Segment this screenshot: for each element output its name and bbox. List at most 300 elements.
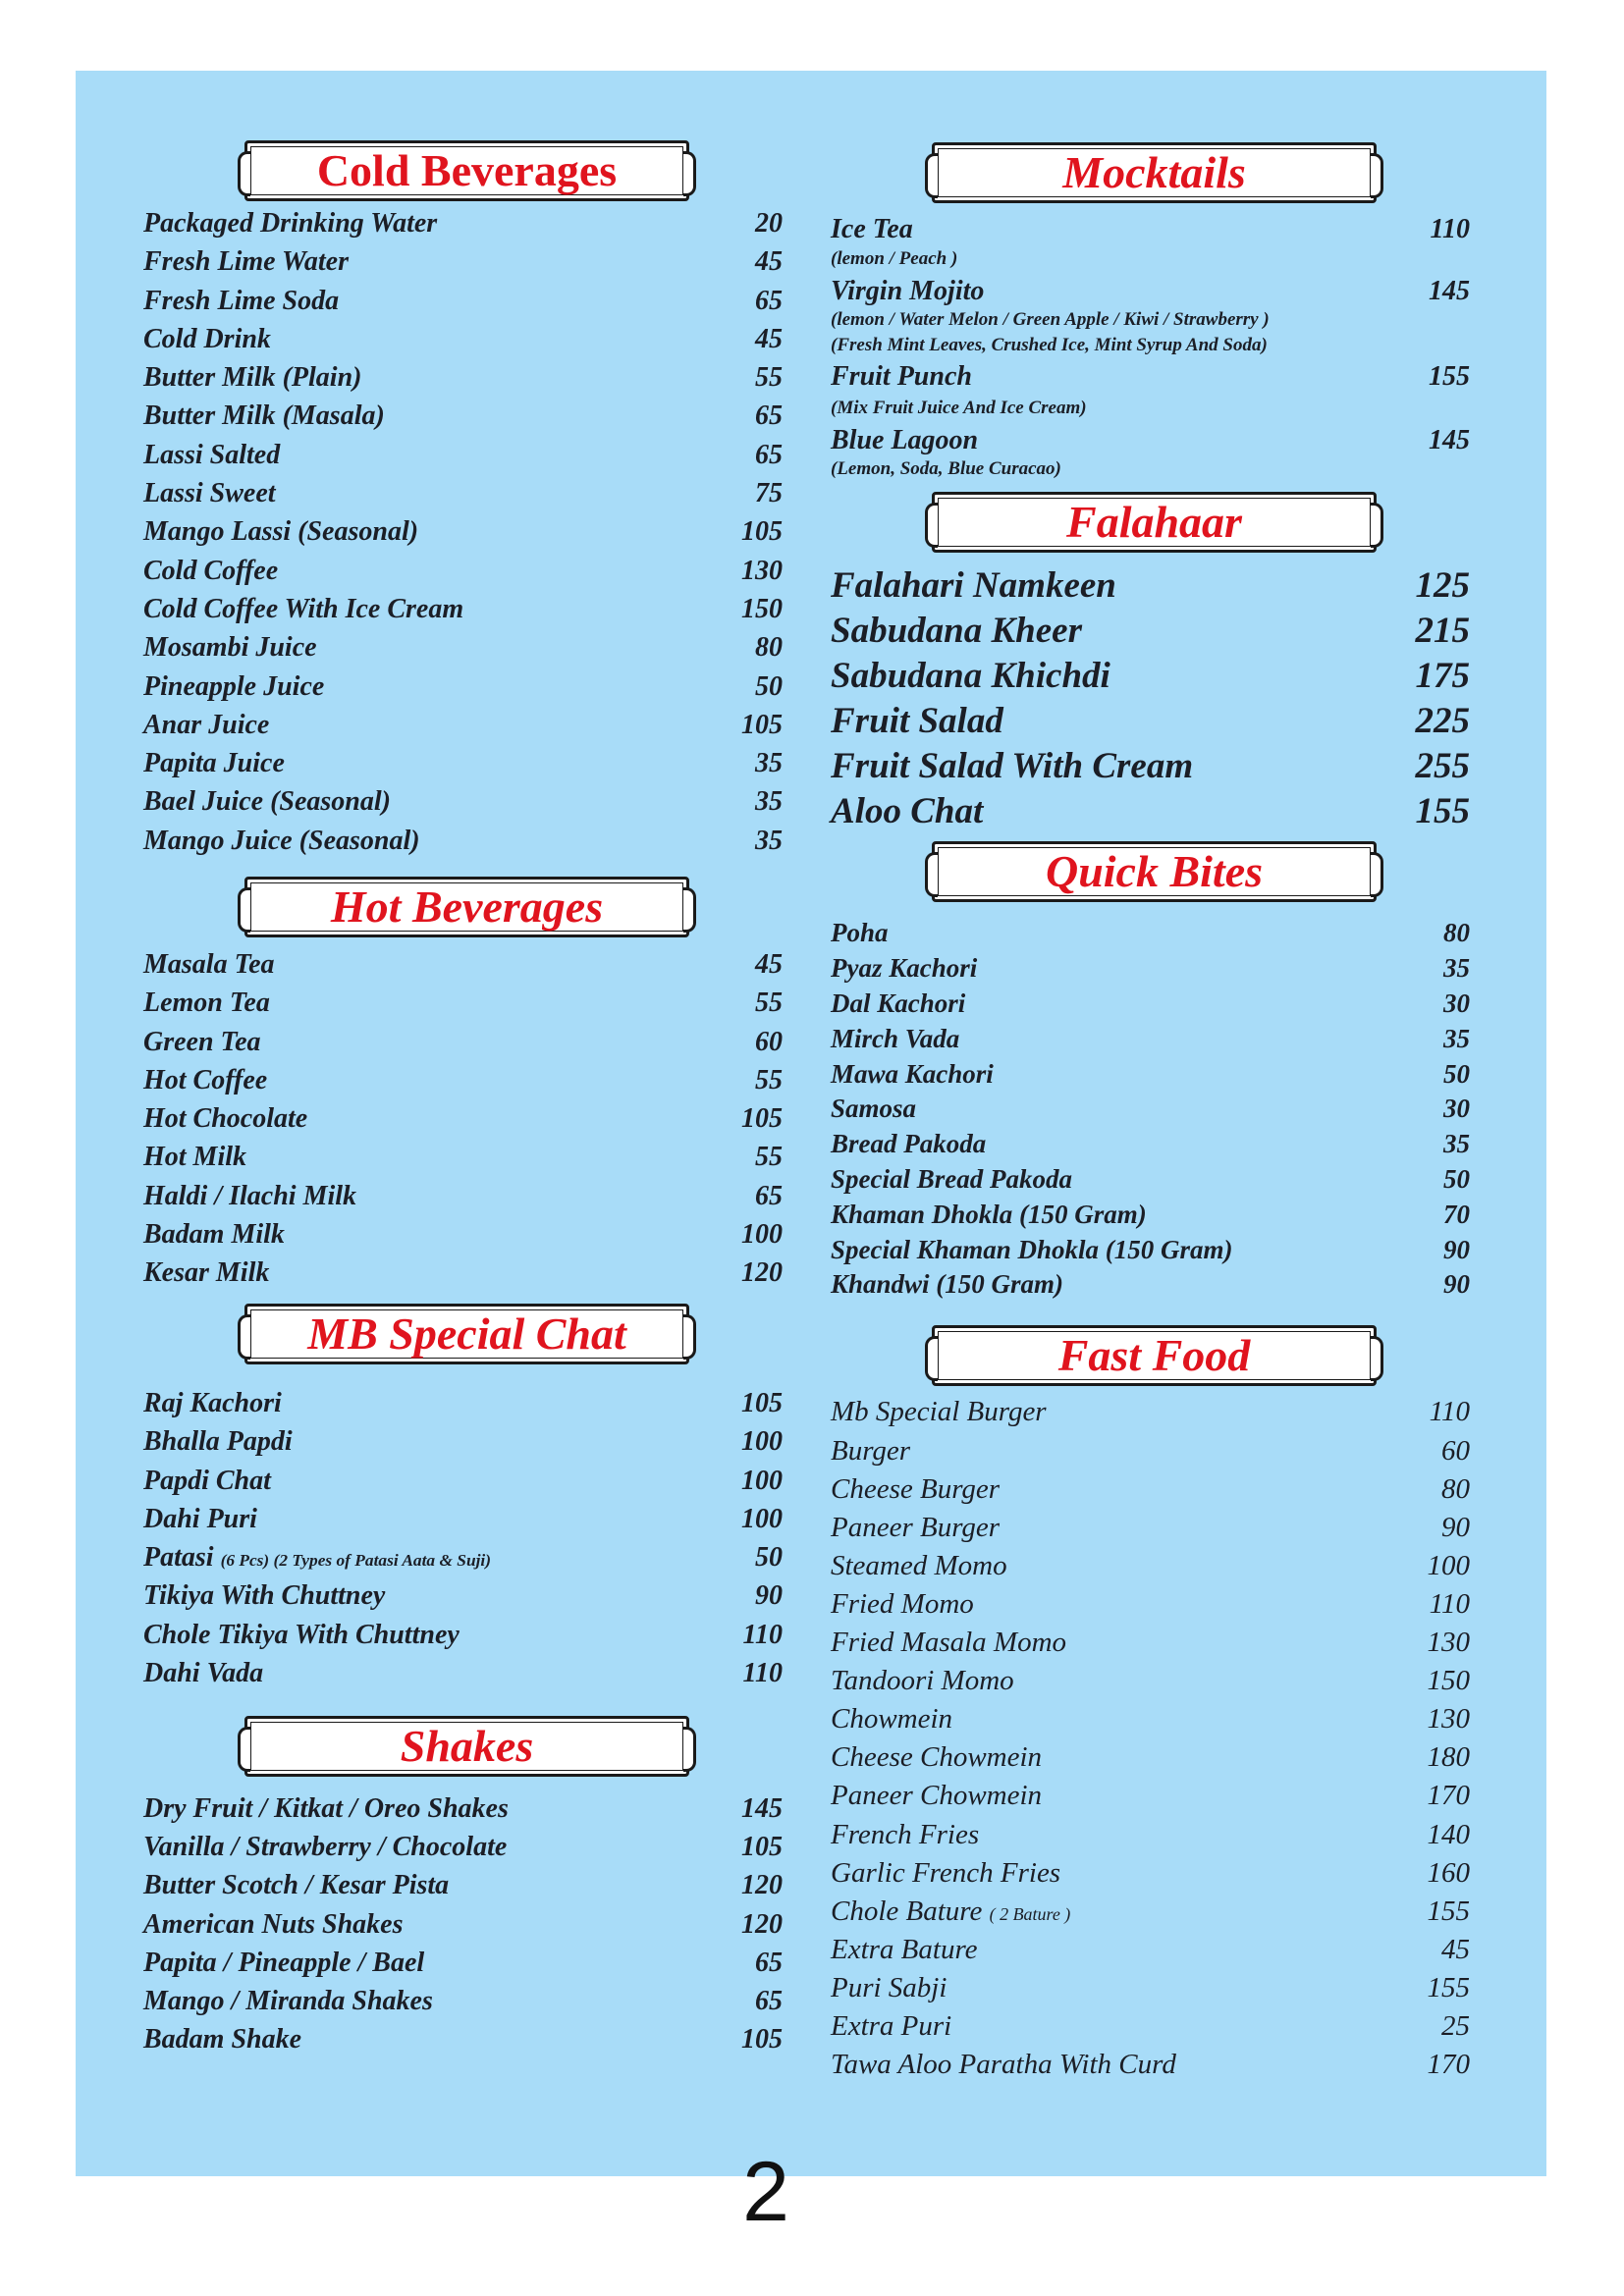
item-name-text: Khaman Dhokla (150 Gram) [831, 1199, 1147, 1229]
menu-item [143, 593, 783, 626]
item-price: 35 [755, 825, 783, 856]
item-price: 255 [1415, 746, 1470, 787]
item-price: 155 [1427, 1971, 1470, 2003]
menu-item [143, 1426, 783, 1460]
item-price: 30 [1443, 1094, 1470, 1124]
item-name [143, 988, 270, 1019]
item-name [831, 1703, 952, 1735]
item-name [143, 246, 349, 278]
item-name [143, 1986, 433, 2017]
section-header-shakes [244, 1716, 689, 1777]
menu-item [831, 1664, 1470, 1698]
item-price: 110 [742, 1619, 783, 1650]
menu-item [143, 1580, 783, 1614]
menu-item [831, 1199, 1470, 1230]
menu-item [143, 709, 783, 742]
item-name-text: Bael Juice (Seasonal) [143, 786, 391, 818]
menu-item [143, 1985, 783, 2018]
menu-item [143, 1541, 783, 1575]
item-name-text: Fruit Punch [831, 360, 972, 392]
menu-item [143, 670, 783, 704]
item-price: 130 [1427, 1627, 1470, 1659]
item-price: 20 [755, 207, 783, 239]
item-name [143, 710, 269, 741]
item-name-text: Bhalla Papdi [143, 1426, 293, 1458]
item-name-text: Vanilla / Strawberry / Chocolate [143, 1832, 508, 1863]
item-name-text: Fruit Salad [831, 701, 1003, 742]
item-name-text: Tikiya With Chuttney [143, 1580, 386, 1612]
item-price: 50 [1443, 1164, 1470, 1195]
item-name [143, 1257, 269, 1289]
item-price: 105 [741, 2024, 783, 2056]
item-name-text: Fruit Salad With Cream [831, 746, 1194, 787]
item-price: 105 [741, 1832, 783, 1863]
item-price: 225 [1415, 701, 1470, 742]
menu-item [831, 1511, 1470, 1545]
item-name [831, 1857, 1060, 1890]
menu-item [831, 360, 1470, 394]
item-name-text: Sabudana Khichdi [831, 656, 1110, 697]
item-name-text: Poha [831, 918, 889, 948]
menu-item [143, 1792, 783, 1826]
item-name-text: Falahari Namkeen [831, 565, 1116, 607]
menu-item [143, 477, 783, 510]
item-name-text: Cold Drink [143, 323, 271, 354]
item-name-text: Chowmein [831, 1703, 953, 1735]
item-price: 35 [755, 748, 783, 779]
item-name [831, 1627, 1066, 1659]
item-name-text: Hot Milk [143, 1142, 247, 1173]
menu-item [831, 564, 1470, 608]
menu-item [143, 246, 783, 280]
item-name-text: Puri Sabji [831, 1971, 947, 2003]
menu-item [143, 786, 783, 820]
menu-item [143, 988, 783, 1021]
item-price: 45 [1441, 1933, 1470, 1965]
item-name-text: Patasi [143, 1542, 214, 1574]
menu-item [143, 1908, 783, 1942]
item-name-text: Mosambi Juice [143, 632, 317, 664]
item-price: 90 [1441, 1511, 1470, 1543]
item-name [143, 440, 280, 471]
item-price: 110 [742, 1658, 783, 1689]
item-name-text: Green Tea [143, 1026, 261, 1057]
item-name [831, 655, 1110, 697]
item-name [143, 594, 463, 625]
item-name [831, 988, 965, 1019]
item-price: 80 [1441, 1472, 1470, 1505]
item-price: 75 [755, 478, 783, 509]
item-name-text: French Fries [831, 1818, 980, 1850]
item-name [143, 1219, 285, 1251]
section-title: Cold Beverages [316, 145, 618, 195]
item-name-text: Badam Shake [143, 2024, 302, 2056]
item-price: 170 [1427, 1780, 1470, 1812]
menu-item [831, 2048, 1470, 2082]
item-price: 160 [1427, 1856, 1470, 1889]
item-price: 50 [755, 670, 783, 702]
item-name [831, 1396, 1047, 1428]
item-name-text: Cold Coffee With Ice Cream [143, 593, 464, 624]
item-note: (6 Pcs) (2 Types of Patasi Aata & Suji) [220, 1551, 492, 1571]
item-price: 65 [755, 1180, 783, 1211]
item-price: 155 [1427, 1895, 1470, 1927]
item-name [831, 1269, 1063, 1300]
item-name [143, 1065, 267, 1096]
item-price: 65 [755, 439, 783, 470]
item-name [143, 1870, 449, 1901]
item-price: 60 [1441, 1434, 1470, 1467]
item-name [831, 2049, 1176, 2081]
menu-item [831, 1626, 1470, 1660]
section-title: Hot Beverages [330, 881, 604, 932]
item-description: (Mix Fruit Juice And Ice Cream) [831, 398, 1087, 418]
menu-item [143, 555, 783, 588]
item-name [143, 632, 317, 664]
item-name-text: Masala Tea [143, 948, 275, 980]
menu-item [831, 700, 1470, 743]
item-name [831, 1934, 978, 1966]
item-name-text: Hot Chocolate [143, 1103, 308, 1135]
item-name-text: Tandoori Momo [831, 1665, 1014, 1697]
section-header-falahaar [932, 492, 1377, 553]
item-price: 100 [741, 1426, 783, 1458]
item-name-text: Garlic French Fries [831, 1856, 1061, 1889]
item-price: 65 [755, 400, 783, 432]
menu-item [831, 953, 1470, 985]
item-name-text: Raj Kachori [143, 1387, 282, 1418]
item-name [143, 1103, 307, 1135]
menu-item [831, 213, 1470, 246]
item-price: 100 [741, 1503, 783, 1534]
item-name [831, 1164, 1072, 1195]
item-price: 215 [1415, 611, 1470, 652]
menu-item [143, 1387, 783, 1420]
item-price: 65 [755, 1947, 783, 1978]
item-name [831, 1129, 986, 1159]
item-price: 70 [1443, 1199, 1470, 1229]
item-price: 35 [1443, 1023, 1470, 1053]
item-name-text: Paneer Burger [831, 1511, 1001, 1543]
item-name [143, 748, 285, 779]
item-price: 105 [741, 516, 783, 548]
item-name-text: Extra Bature [831, 1933, 978, 1965]
item-name-text: Badam Milk [143, 1219, 285, 1251]
menu-item [143, 1102, 783, 1136]
menu-item [831, 1780, 1470, 1814]
item-price: 130 [1427, 1703, 1470, 1735]
item-price: 55 [755, 1142, 783, 1173]
menu-item [143, 285, 783, 318]
menu-item [143, 439, 783, 472]
item-price: 25 [1441, 2010, 1470, 2043]
section-header-fast-food [932, 1325, 1377, 1386]
item-name [831, 1819, 979, 1851]
item-price: 55 [755, 1064, 783, 1095]
item-name-text: Lassi Sweet [143, 478, 276, 509]
item-name-text: Papdi Chat [143, 1465, 271, 1496]
item-price: 90 [755, 1580, 783, 1612]
section-header-hot-beverages [244, 877, 689, 937]
item-price: 55 [755, 988, 783, 1019]
item-name-text: Cheese Burger [831, 1472, 1001, 1505]
item-name-text: Extra Puri [831, 2010, 952, 2043]
item-name-text: Samosa [831, 1094, 917, 1124]
menu-item [143, 1026, 783, 1059]
menu-item [143, 2023, 783, 2056]
item-name-text: Dahi Puri [143, 1503, 257, 1534]
item-name [831, 276, 984, 307]
item-price: 140 [1427, 1818, 1470, 1850]
menu-item [143, 400, 783, 434]
item-price: 60 [755, 1026, 783, 1057]
menu-item [143, 1503, 783, 1536]
item-price: 145 [1429, 275, 1470, 306]
item-name-text: Hot Coffee [143, 1064, 268, 1095]
item-name [143, 671, 324, 703]
item-name-text: Butter Scotch / Kesar Pista [143, 1870, 450, 1901]
item-price: 100 [741, 1465, 783, 1496]
section-header-cold-beverages [244, 140, 689, 201]
item-price: 55 [755, 362, 783, 394]
menu-item [831, 1472, 1470, 1507]
item-price: 120 [741, 1870, 783, 1901]
menu-item [831, 1933, 1470, 1967]
item-name-text: Special Khaman Dhokla (150 Gram) [831, 1234, 1233, 1264]
item-name [143, 1504, 257, 1535]
menu-item [143, 747, 783, 780]
item-name-text: Dry Fruit / Kitkat / Oreo Shakes [143, 1792, 509, 1824]
menu-item [831, 1058, 1470, 1090]
item-price: 105 [741, 1103, 783, 1135]
menu-item [831, 610, 1470, 653]
item-name-text: Virgin Mojito [831, 275, 985, 306]
item-name-text: Khandwi (150 Gram) [831, 1269, 1064, 1300]
item-price: 45 [755, 948, 783, 980]
item-name-text: American Nuts Shakes [143, 1908, 404, 1940]
item-name [143, 478, 276, 509]
item-name [831, 918, 889, 948]
item-name [143, 400, 385, 432]
item-name [831, 1473, 1000, 1506]
menu-item [143, 1218, 783, 1252]
item-name-text: Burger [831, 1434, 911, 1467]
item-name [143, 2024, 301, 2056]
item-description: (Lemon, Soda, Blue Curacao) [831, 458, 1061, 479]
item-name [831, 700, 1003, 742]
item-price: 90 [1443, 1234, 1470, 1264]
item-name-text: Butter Milk (Masala) [143, 400, 385, 432]
menu-item [831, 1434, 1470, 1468]
item-name [143, 826, 420, 857]
item-name-text: Steamed Momo [831, 1549, 1007, 1581]
menu-item [143, 1870, 783, 1903]
item-name [143, 324, 271, 355]
item-name-text: Fresh Lime Soda [143, 285, 340, 316]
menu-item [831, 655, 1470, 698]
item-name-text: Fresh Lime Water [143, 246, 349, 278]
item-description: (Fresh Mint Leaves, Crushed Ice, Mint Syrup And Soda) [831, 335, 1268, 355]
item-price: 175 [1415, 656, 1470, 697]
menu-item [831, 1741, 1470, 1776]
item-name [143, 786, 391, 818]
menu-item [831, 275, 1470, 308]
item-name [831, 1741, 1042, 1774]
item-name [831, 1024, 959, 1054]
item-price: 45 [755, 246, 783, 278]
menu-item [831, 1023, 1470, 1054]
menu-item [831, 1549, 1470, 1583]
menu-item [143, 1947, 783, 1980]
item-name-text: Mirch Vada [831, 1023, 960, 1053]
item-name-text: Chole Tikiya With Chuttney [143, 1619, 460, 1650]
menu-item [831, 988, 1470, 1019]
item-name [143, 949, 275, 981]
item-price: 120 [741, 1257, 783, 1289]
menu-item [143, 632, 783, 666]
item-name [143, 1181, 356, 1212]
item-name-text: Chole Bature [831, 1895, 983, 1927]
item-name-text: Pyaz Kachori [831, 953, 978, 984]
item-price: 100 [1427, 1549, 1470, 1581]
menu-item [143, 1657, 783, 1690]
item-name [143, 1542, 491, 1574]
item-name-text: Fried Momo [831, 1587, 974, 1620]
item-price: 65 [755, 285, 783, 316]
item-name [831, 425, 978, 456]
item-name-text: Mango / Miranda Shakes [143, 1985, 433, 2016]
item-price: 35 [755, 786, 783, 818]
menu-item [143, 1180, 783, 1213]
item-name [831, 745, 1193, 787]
menu-item [831, 918, 1470, 949]
item-price: 35 [1443, 1129, 1470, 1159]
menu-item [831, 1702, 1470, 1736]
item-description: (lemon / Peach ) [831, 248, 958, 269]
item-name [831, 1588, 974, 1621]
item-name-text: Blue Lagoon [831, 424, 979, 455]
menu-item [831, 1163, 1470, 1195]
item-name-text: Mb Special Burger [831, 1396, 1047, 1428]
item-price: 170 [1427, 2049, 1470, 2081]
item-price: 45 [755, 323, 783, 354]
section-title: Shakes [400, 1721, 534, 1771]
menu-item [143, 1142, 783, 1175]
item-name [831, 1550, 1007, 1582]
item-name [831, 564, 1116, 607]
menu-item [143, 207, 783, 240]
item-price: 110 [1429, 1587, 1470, 1620]
item-name [143, 516, 418, 548]
item-price: 80 [1443, 918, 1470, 948]
page-number: 2 [742, 2145, 789, 2239]
item-name-text: Haldi / Ilachi Milk [143, 1180, 357, 1211]
item-name-text: Lassi Salted [143, 439, 281, 470]
item-price: 30 [1443, 988, 1470, 1019]
item-name-text: Mango Juice (Seasonal) [143, 825, 420, 856]
item-price: 90 [1443, 1269, 1470, 1300]
item-name [831, 1235, 1233, 1265]
item-price: 50 [1443, 1058, 1470, 1089]
item-price: 100 [741, 1219, 783, 1251]
item-name-text: Mango Lassi (Seasonal) [143, 516, 419, 548]
item-price: 120 [741, 1908, 783, 1940]
item-name-text: Kesar Milk [143, 1257, 270, 1289]
item-price: 155 [1429, 360, 1470, 392]
section-title: Fast Food [1057, 1330, 1251, 1380]
item-name-text: Special Bread Pakoda [831, 1164, 1072, 1195]
item-price: 150 [1427, 1665, 1470, 1697]
item-price: 65 [755, 1985, 783, 2016]
menu-item [831, 1129, 1470, 1160]
item-price: 155 [1415, 790, 1470, 831]
menu-item [831, 789, 1470, 832]
item-name-text: Ice Tea [831, 213, 913, 244]
item-name [831, 1094, 916, 1124]
item-name [143, 286, 339, 317]
item-name [831, 2010, 951, 2043]
item-name-text: Anar Juice [143, 709, 270, 740]
item-name [143, 1466, 271, 1497]
item-price: 105 [741, 709, 783, 740]
item-name [143, 1948, 424, 1979]
item-name [143, 362, 361, 394]
item-name-text: Butter Milk (Plain) [143, 362, 362, 394]
menu-item [143, 1064, 783, 1097]
item-price: 50 [755, 1542, 783, 1574]
item-name-text: Pineapple Juice [143, 670, 325, 702]
item-name [831, 610, 1082, 652]
item-name [143, 1142, 246, 1173]
menu-item [831, 1587, 1470, 1622]
menu-item [143, 948, 783, 982]
item-name [831, 1665, 1014, 1697]
item-description: (lemon / Water Melon / Green Apple / Kiwi / Strawberry ) [831, 309, 1270, 330]
item-price: 105 [741, 1387, 783, 1418]
item-name-text: Papita / Pineapple / Bael [143, 1947, 425, 1978]
menu-item [143, 1619, 783, 1652]
item-name-text: Mawa Kachori [831, 1058, 994, 1089]
item-name [831, 1059, 994, 1090]
item-price: 145 [741, 1792, 783, 1824]
item-name [831, 1512, 1000, 1544]
menu-item [831, 1895, 1470, 1929]
item-name-text: Cheese Chowmein [831, 1741, 1043, 1774]
menu-item [143, 1257, 783, 1291]
item-name-text: Sabudana Kheer [831, 611, 1082, 652]
item-name [831, 1780, 1042, 1812]
item-name-text: Paneer Chowmein [831, 1780, 1043, 1812]
menu-item [831, 744, 1470, 787]
item-price: 125 [1415, 565, 1470, 607]
item-price: 110 [1429, 1396, 1470, 1428]
item-name-text: Dal Kachori [831, 988, 966, 1019]
item-name [831, 1200, 1147, 1230]
item-name [143, 1620, 460, 1651]
menu-item [831, 2009, 1470, 2044]
menu-item [143, 323, 783, 356]
item-name [831, 1896, 1070, 1928]
menu-item [831, 1396, 1470, 1430]
item-name-text: Packaged Drinking Water [143, 207, 438, 239]
item-name [143, 556, 278, 587]
item-name [143, 1388, 282, 1419]
section-header-quick-bites [932, 841, 1377, 902]
item-name [831, 790, 983, 832]
item-name [143, 1658, 263, 1689]
menu-item [831, 1971, 1470, 2005]
item-price: 150 [741, 593, 783, 624]
